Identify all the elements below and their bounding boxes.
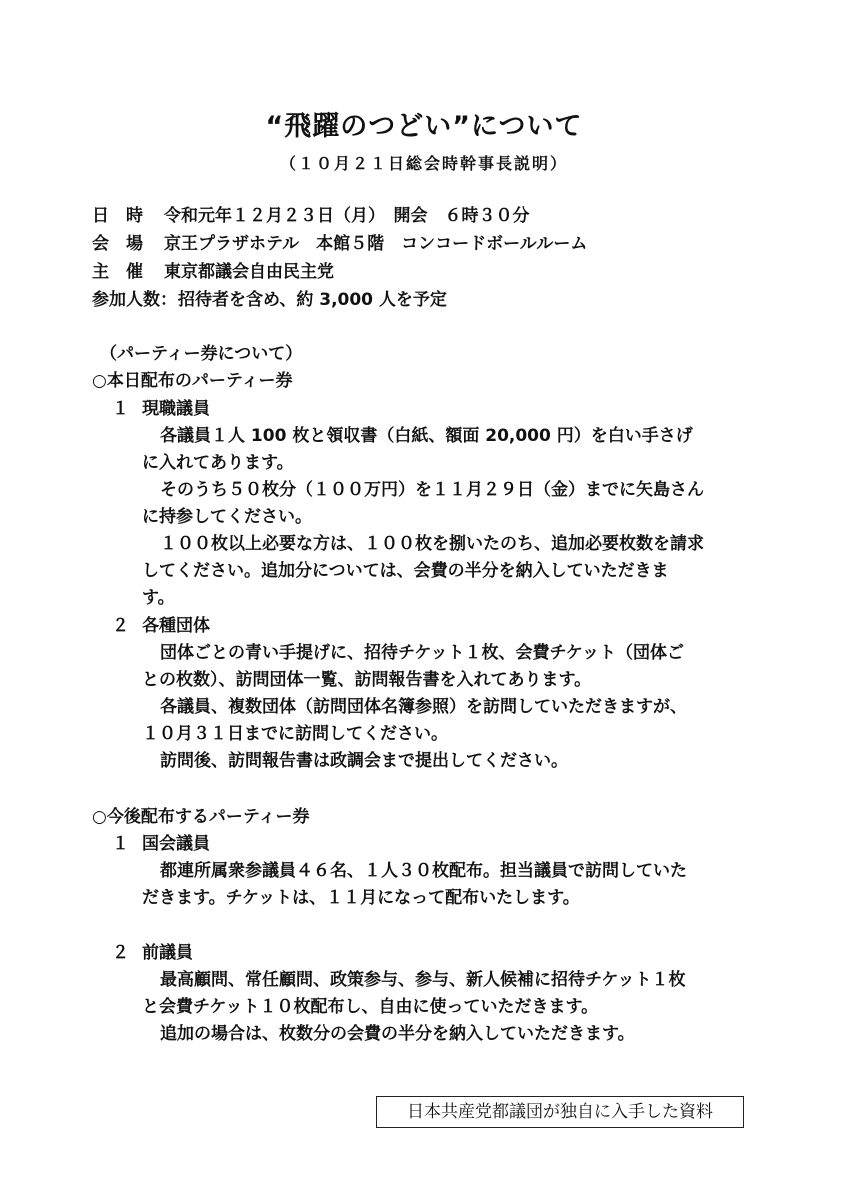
section1-item2-line: 各議員、複数団体（訪問団体名簿参照）を訪問していただきますが、: [160, 697, 687, 717]
section2-item2-title: 前議員: [142, 943, 193, 963]
section2-item2-line: 最高顧問、常任顧問、政策参与、参与、新人候補に招待チケット１枚: [160, 970, 686, 990]
section2-item1-number: １: [112, 834, 129, 854]
info-value-host: 東京都議会自由民主党: [164, 262, 334, 282]
section2-heading: ○今後配布するパーティー券: [92, 807, 310, 827]
info-label-venue: 会 場: [92, 234, 143, 254]
section2-item2-line: 追加の場合は、枚数分の会費の半分を納入していただきます。: [160, 1024, 635, 1044]
info-label-date: 日 時: [92, 206, 143, 226]
document-title: “飛躍のつどい”について: [265, 111, 583, 142]
section1-item1-line: に持参してください。: [142, 507, 312, 527]
section1-item1-line: に入れてあります。: [142, 453, 294, 473]
section1-item1-line: １００枚以上必要な方は、１００枚を捌いたのち、追加必要枚数を請求: [160, 534, 704, 554]
ticket-note: （パーティー券について）: [100, 344, 303, 364]
section1-item1-number: １: [112, 399, 129, 419]
section2-item1-line: 都連所属衆参議員４６名、１人３０枚配布。担当議員で訪問していた: [160, 861, 687, 881]
section1-item2-line: １０月３１日までに訪問してください。: [142, 724, 448, 744]
info-value-venue: 京王プラザホテル 本館５階 コンコードボールルーム: [164, 234, 588, 254]
info-label-attendees: 参加人数：: [92, 290, 177, 310]
section1-item1-line: す。: [142, 588, 175, 608]
section1-heading: ○本日配布のパーティー券: [92, 371, 293, 391]
section2-item1-line: だきます。チケットは、１１月になって配布いたします。: [142, 888, 580, 908]
section2-item1-title: 国会議員: [142, 834, 210, 854]
section1-item1-line: そのうち５０枚分（１００万円）を１１月２９日（金）までに矢島さん: [160, 480, 704, 500]
section1-item1-line: 各議員１人 100 枚と領収書（白紙、額面 20,000 円）を白い手さげ: [160, 426, 693, 446]
section1-item1-line: してください。追加分については、会費の半分を納入していただきま: [142, 561, 669, 581]
section1-item2-line: 訪問後、訪問報告書は政調会まで提出してください。: [160, 751, 568, 771]
section1-item2-title: 各種団体: [142, 616, 210, 636]
info-value-date: 令和元年１２月２３日（月） 開会 ６時３０分: [164, 206, 530, 226]
info-value-attendees: 招待者を含め、約 3,000 人を予定: [178, 290, 447, 310]
section1-item2-line: との枚数）、訪問団体一覧、訪問報告書を入れてあります。: [142, 670, 592, 690]
section1-item2-number: ２: [112, 616, 129, 636]
section2-item2-number: ２: [112, 943, 129, 963]
section1-item2-line: 団体ごとの青い手提げに、招待チケット１枚、会費チケット（団体ご: [160, 643, 684, 663]
source-note-box: 日本共産党都議団が独自に入手した資料: [376, 1096, 744, 1128]
section1-item1-title: 現職議員: [142, 399, 210, 419]
info-label-host: 主 催: [92, 262, 143, 282]
section2-item2-line: と会費チケット１０枚配布し、自由に使っていただきます。: [142, 997, 599, 1017]
document-subtitle: （１０月２１日総会時幹事長説明）: [279, 154, 568, 173]
